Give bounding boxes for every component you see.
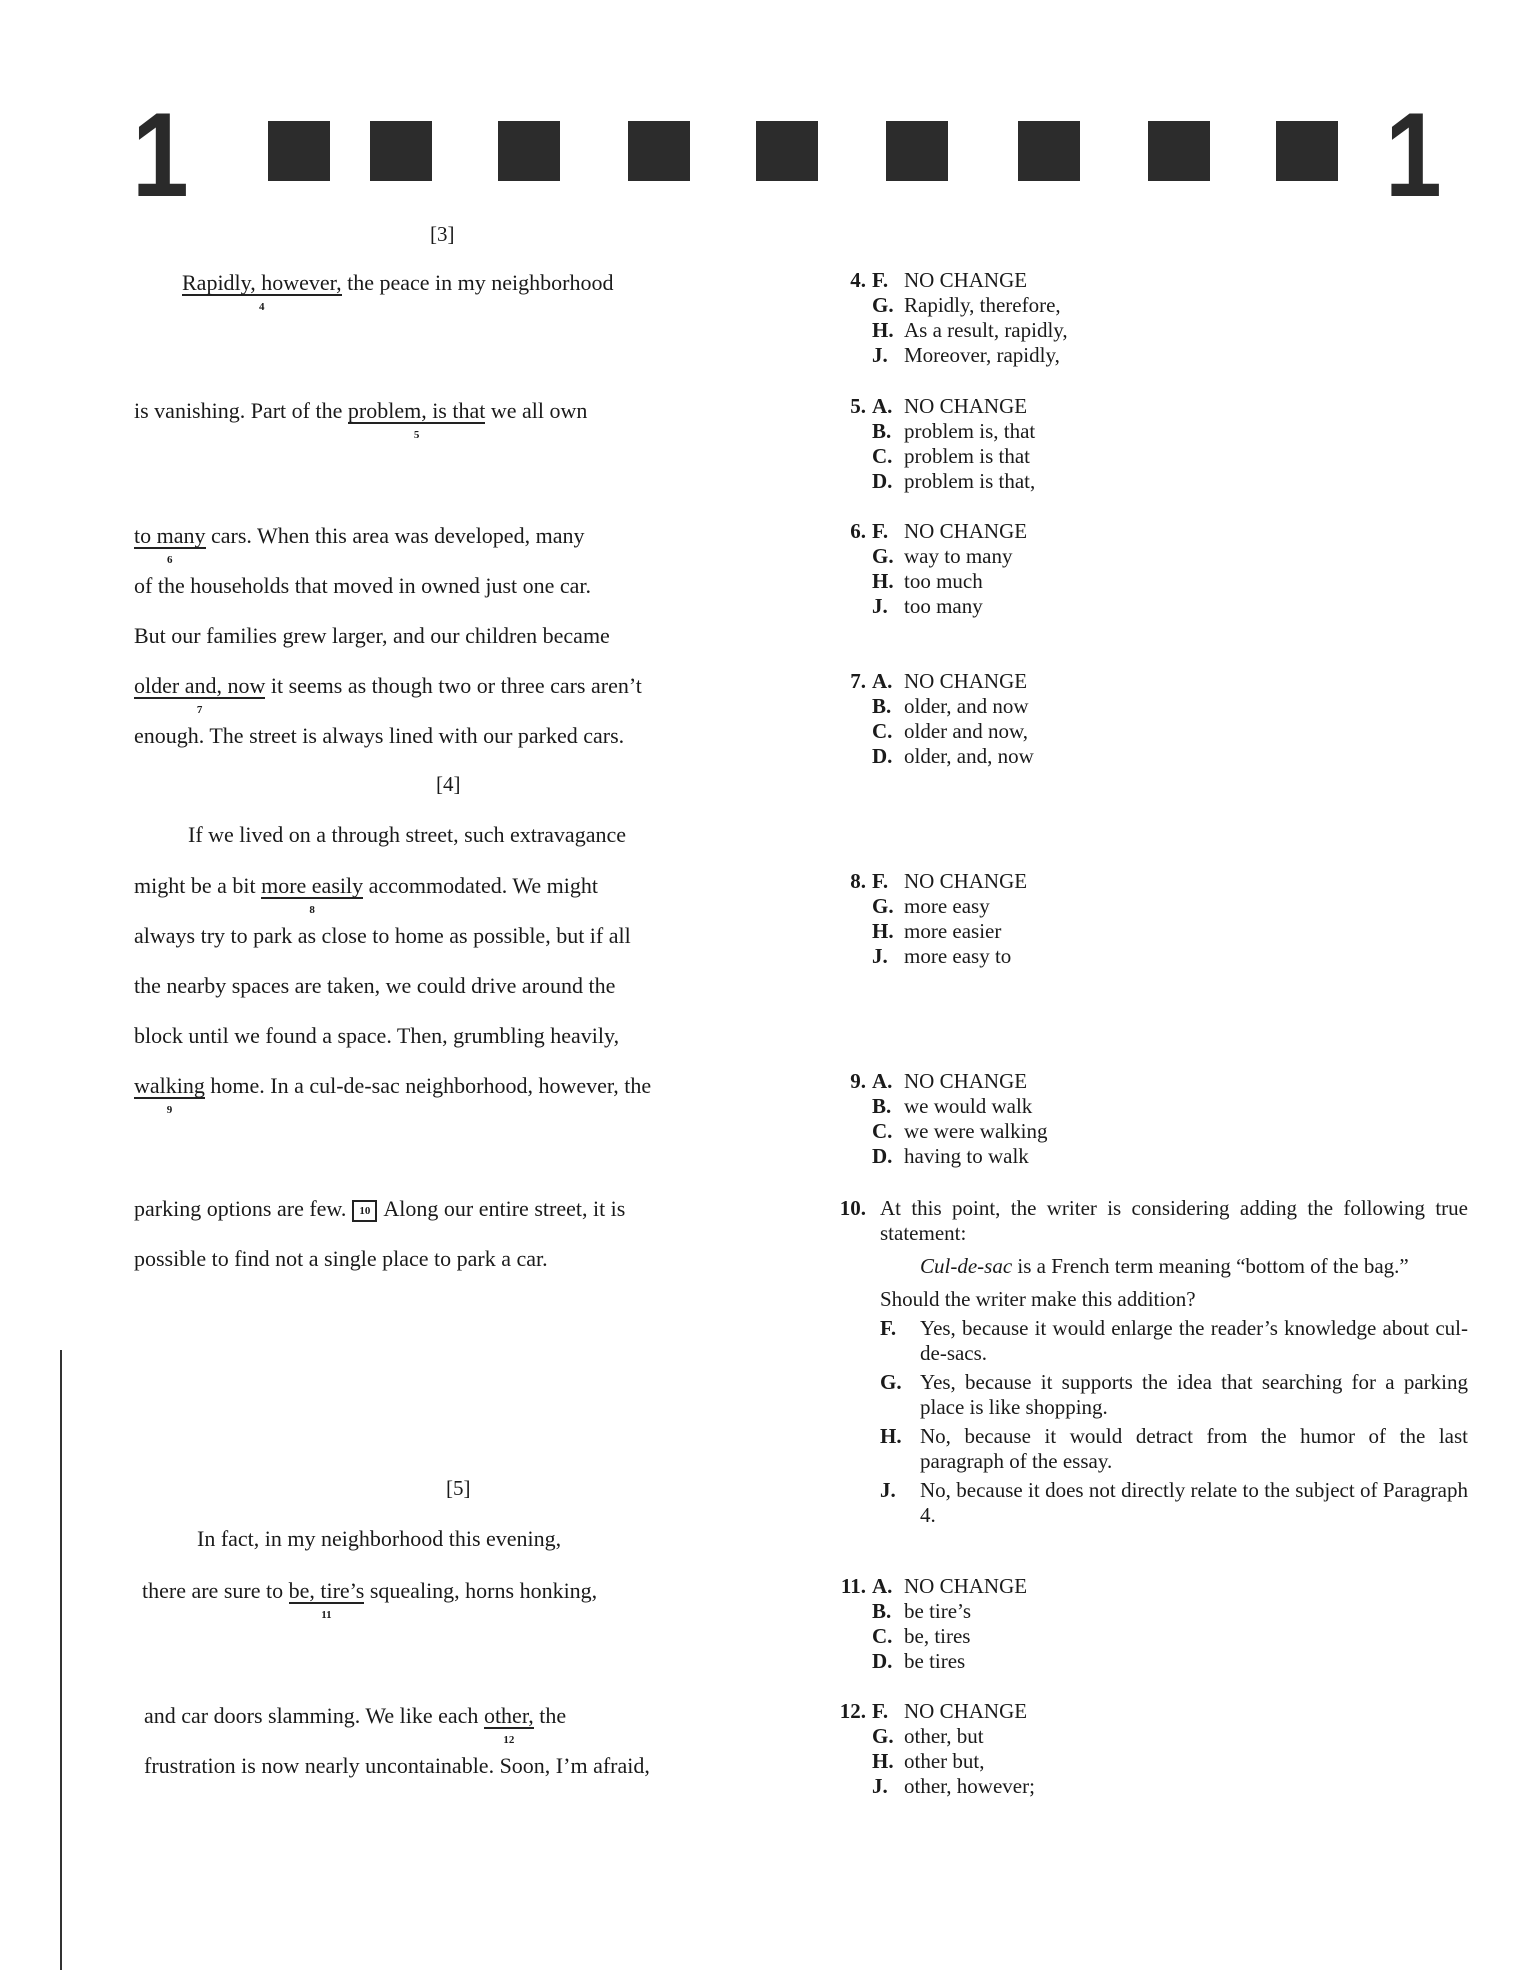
option-4-j[interactable]: Moreover, rapidly, xyxy=(904,343,1060,367)
section-number-right: 1 xyxy=(1385,88,1442,222)
option-4-h[interactable]: As a result, rapidly, xyxy=(904,318,1068,342)
passage-line: of the households that moved in owned just one car. xyxy=(134,573,592,598)
option-letter: A. xyxy=(872,1069,893,1093)
passage-line: to many 6 cars. When this area was developed, many xyxy=(134,523,584,549)
option-letter: B. xyxy=(872,1599,892,1623)
option-letter: G. xyxy=(872,894,894,918)
passage-line: If we lived on a through street, such extravagance xyxy=(188,822,626,847)
option-5-b[interactable]: problem is, that xyxy=(904,419,1036,443)
passage-line: frustration is now nearly uncontainable. Soon, I’m afraid, xyxy=(144,1753,650,1778)
header-block xyxy=(628,121,690,181)
option-10-f[interactable]: F. Yes, because it would enlarge the reader’s knowledge about cul-de-sacs. xyxy=(880,1316,1468,1365)
option-12-f[interactable]: NO CHANGE xyxy=(904,1699,1028,1723)
option-letter: H. xyxy=(872,919,894,943)
passage-line: there are sure to be, tire’s 11 squealing, horns honking, xyxy=(142,1578,597,1604)
underlined-portion-9[interactable]: walking 9 xyxy=(134,1075,205,1099)
option-letter: C. xyxy=(872,1119,893,1143)
passage-line: block until we found a space. Then, grumbling heavily, xyxy=(134,1023,620,1048)
question-ref-4: 4 xyxy=(259,301,265,313)
option-letter: B. xyxy=(872,1094,892,1118)
passage-line: In fact, in my neighborhood this evening, xyxy=(197,1526,562,1551)
option-4-g[interactable]: Rapidly, therefore, xyxy=(904,293,1061,317)
option-8-h[interactable]: more easier xyxy=(904,919,1002,943)
option-letter: H. xyxy=(872,318,894,342)
option-letter: C. xyxy=(872,444,893,468)
option-9-b[interactable]: we would walk xyxy=(904,1094,1033,1118)
header-block xyxy=(1018,121,1080,181)
header-block xyxy=(1276,121,1338,181)
question-prompt: Should the writer make this addition? xyxy=(880,1287,1196,1311)
option-10-h[interactable]: H. No, because it would detract from the humor of the last paragraph of the essay. xyxy=(880,1424,1468,1473)
option-9-c[interactable]: we were walking xyxy=(904,1119,1048,1143)
option-letter: J. xyxy=(872,594,888,618)
question-ref-12: 12 xyxy=(503,1734,515,1746)
passage-line: is vanishing. Part of the problem, is that 5 we all own xyxy=(134,398,587,424)
section-number-left: 1 xyxy=(132,88,189,222)
option-12-g[interactable]: other, but xyxy=(904,1724,984,1748)
paragraph-label-3: [3] xyxy=(430,222,455,246)
paragraph-label-4: [4] xyxy=(436,772,461,796)
option-letter: B. xyxy=(872,694,892,718)
option-letter: G. xyxy=(872,1724,894,1748)
question-ref-11: 11 xyxy=(321,1609,332,1621)
question-ref-8: 8 xyxy=(309,904,315,916)
option-letter: J. xyxy=(872,343,888,367)
header-block xyxy=(370,121,432,181)
option-letter: C. xyxy=(872,1624,893,1648)
question-ref-5: 5 xyxy=(413,429,420,441)
option-letter: J. xyxy=(872,944,888,968)
passage-line: might be a bit more easily 8 accommodated. We might xyxy=(134,873,598,899)
option-letter: D. xyxy=(872,1649,893,1673)
passage-line: older and, now 7 it seems as though two or three cars aren’t xyxy=(134,673,642,699)
question-10: 10. At this point, the writer is considering adding the following true statement: Cul-de-sac is a French term meaning “bottom of the bag.” Should the writer make this addition? F. Yes, because it would enlarge the reader’s knowledge about cul-de-sacs. G. Yes, because it supports the idea that searching for a parking place is like shopping. H. No, because it would detract from the humor of the last paragraph of the essay. J. No, because it does not directly relate to the subject of Paragraph 4. xyxy=(828,1196,1468,1528)
option-letter: J. xyxy=(872,1774,888,1798)
option-11-c[interactable]: be, tires xyxy=(904,1624,971,1648)
option-letter: B. xyxy=(872,419,892,443)
option-7-a[interactable]: NO CHANGE xyxy=(904,669,1028,693)
underlined-portion-11[interactable]: be, tire’s 11 xyxy=(289,1580,365,1604)
paragraph-label-5: [5] xyxy=(446,1476,471,1500)
header-block xyxy=(268,121,330,181)
underlined-portion-6[interactable]: to many 6 xyxy=(134,525,206,549)
option-letter: F. xyxy=(872,869,889,893)
option-8-g[interactable]: more easy xyxy=(904,894,990,918)
question-ref-9: 9 xyxy=(166,1104,173,1116)
option-5-a[interactable]: NO CHANGE xyxy=(904,394,1028,418)
option-5-c[interactable]: problem is that xyxy=(904,444,1030,468)
option-11-d[interactable]: be tires xyxy=(904,1649,966,1673)
passage-line: enough. The street is always lined with our parked cars. xyxy=(134,723,625,748)
option-12-j[interactable]: other, however; xyxy=(904,1774,1035,1798)
option-letter: G. xyxy=(872,293,894,317)
question-box-10[interactable]: 10 xyxy=(352,1200,377,1222)
header-block xyxy=(1148,121,1210,181)
header-block xyxy=(886,121,948,181)
option-11-b[interactable]: be tire’s xyxy=(904,1599,972,1623)
option-letter: F. xyxy=(872,268,889,292)
option-letter: D. xyxy=(872,1144,893,1168)
question-stem: At this point, the writer is considering adding the following true statement: xyxy=(880,1196,1468,1245)
option-6-g[interactable]: way to many xyxy=(904,544,1013,568)
underlined-portion-5[interactable]: problem, is that 5 xyxy=(348,400,485,424)
option-8-f[interactable]: NO CHANGE xyxy=(904,869,1028,893)
option-9-a[interactable]: NO CHANGE xyxy=(904,1069,1028,1093)
question-ref-6: 6 xyxy=(167,554,173,566)
option-4-f[interactable]: NO CHANGE xyxy=(904,268,1028,292)
option-6-f[interactable]: NO CHANGE xyxy=(904,519,1028,543)
question-ref-7: 7 xyxy=(196,704,203,716)
option-8-j[interactable]: more easy to xyxy=(904,944,1012,968)
underlined-portion-8[interactable]: more easily 8 xyxy=(261,875,363,899)
option-7-c[interactable]: older and now, xyxy=(904,719,1029,743)
option-7-b[interactable]: older, and now xyxy=(904,694,1029,718)
passage-line: walking 9 home. In a cul-de-sac neighborhood, however, the xyxy=(134,1073,651,1099)
option-6-j[interactable]: too many xyxy=(904,594,983,618)
passage-line: the nearby spaces are taken, we could drive around the xyxy=(134,973,616,998)
option-letter: G. xyxy=(872,544,894,568)
margin-rule xyxy=(60,1350,62,1970)
option-letter: A. xyxy=(872,669,893,693)
option-10-j[interactable]: J. No, because it does not directly relate to the subject of Paragraph 4. xyxy=(880,1478,1468,1527)
option-letter: H. xyxy=(872,569,894,593)
option-7-d[interactable]: older, and, now xyxy=(904,744,1034,768)
option-letter: C. xyxy=(872,719,893,743)
passage-line: always try to park as close to home as possible, but if all xyxy=(134,923,631,948)
option-letter: D. xyxy=(872,469,893,493)
option-letter: D. xyxy=(872,744,893,768)
proposed-statement: Cul-de-sac is a French term meaning “bottom of the bag.” xyxy=(920,1254,1409,1278)
passage-line: Rapidly, however, 4 the peace in my neighborhood xyxy=(182,270,613,296)
underlined-portion-12[interactable]: other, 12 xyxy=(484,1705,534,1729)
passage-line: possible to find not a single place to park a car. xyxy=(134,1246,548,1271)
option-letter: H. xyxy=(872,1749,894,1773)
underlined-portion-7[interactable]: older and, now 7 xyxy=(134,675,265,699)
option-letter: A. xyxy=(872,1574,893,1598)
option-letter: A. xyxy=(872,394,893,418)
option-10-g[interactable]: G. Yes, because it supports the idea that searching for a parking place is like shopping. xyxy=(880,1370,1468,1419)
option-12-h[interactable]: other but, xyxy=(904,1749,985,1773)
passage-line: and car doors slamming. We like each other, 12 the xyxy=(144,1703,566,1729)
option-5-d[interactable]: problem is that, xyxy=(904,469,1036,493)
option-letter: F. xyxy=(872,1699,889,1723)
header-block xyxy=(756,121,818,181)
option-6-h[interactable]: too much xyxy=(904,569,983,593)
underlined-portion-4[interactable]: Rapidly, however, 4 xyxy=(182,272,342,296)
option-11-a[interactable]: NO CHANGE xyxy=(904,1574,1028,1598)
option-letter: F. xyxy=(872,519,889,543)
header-block xyxy=(498,121,560,181)
passage-line: parking options are few. 10 Along our entire street, it is xyxy=(134,1196,626,1221)
option-9-d[interactable]: having to walk xyxy=(904,1144,1029,1168)
passage-line: But our families grew larger, and our children became xyxy=(134,623,610,648)
